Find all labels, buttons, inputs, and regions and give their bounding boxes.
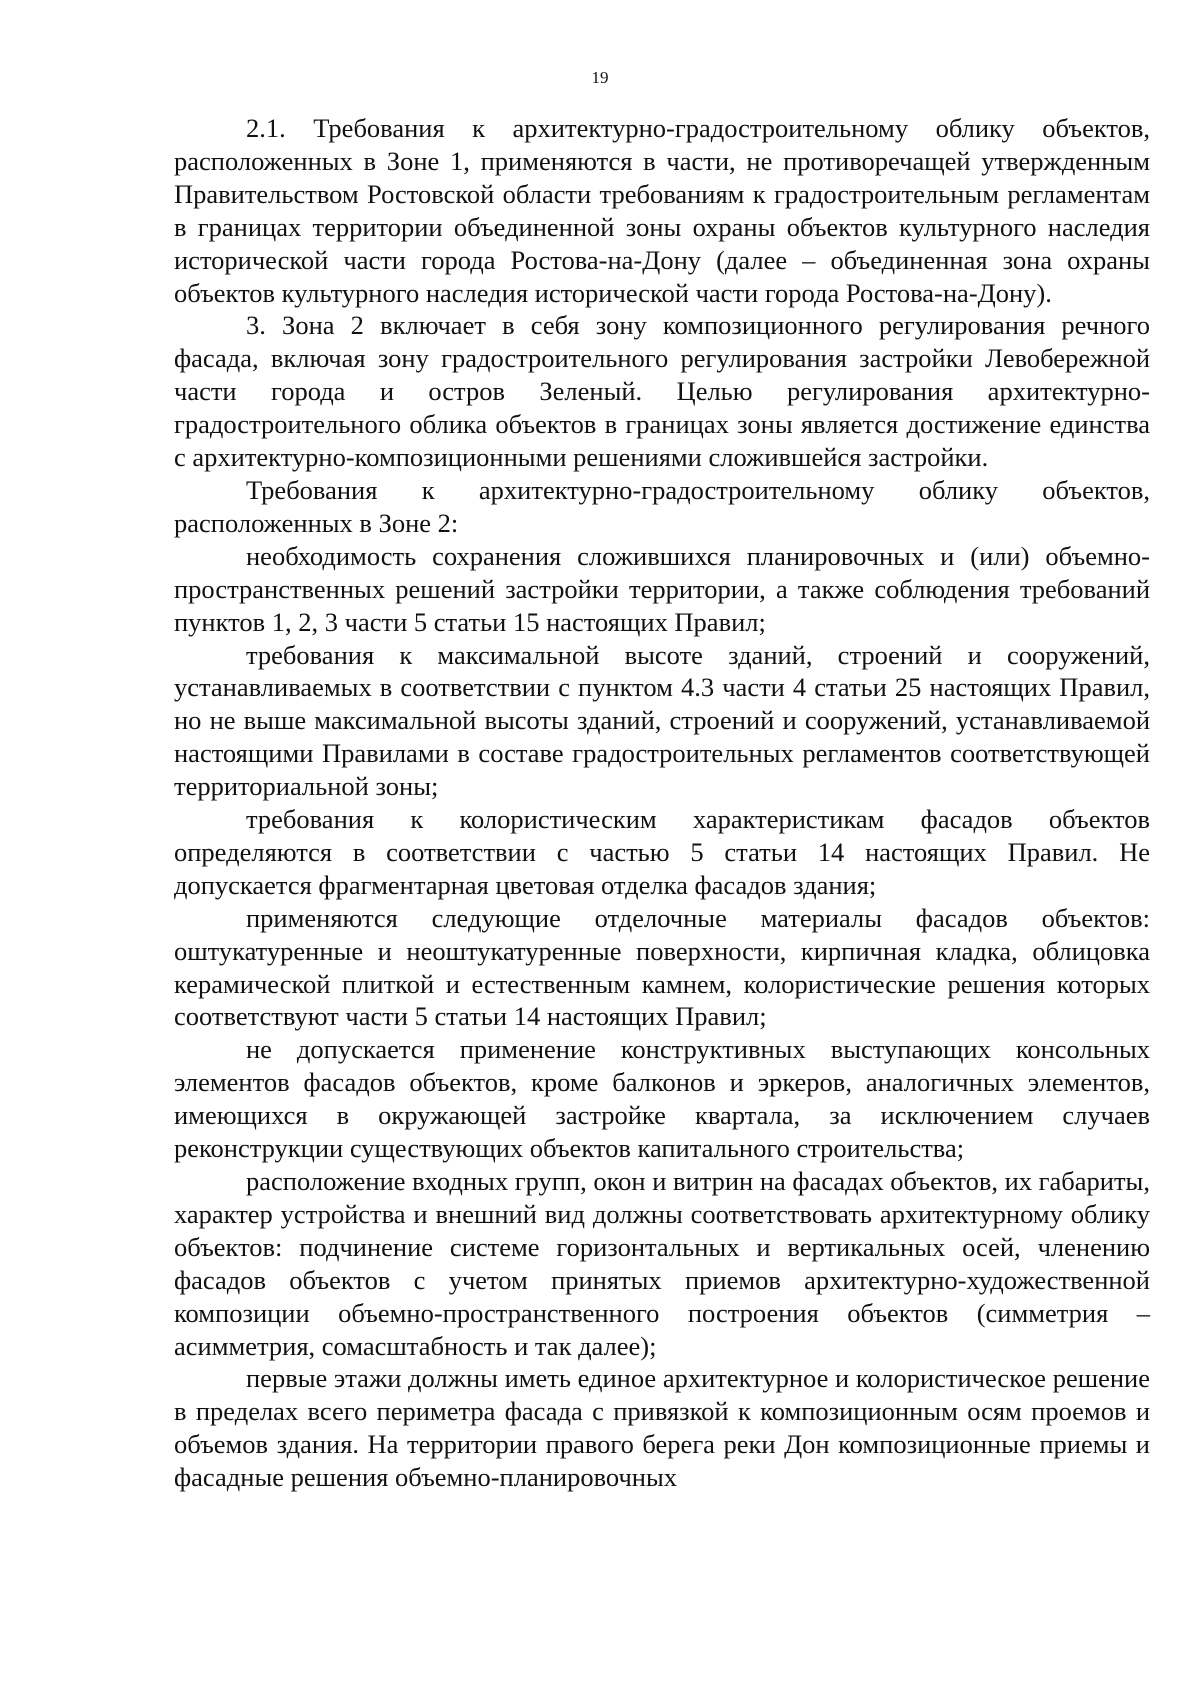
paragraph-max-height: требования к максимальной высоте зданий, строений и сооружений, устанавливаемых в соответствии с пунктом 4.3 части 4 статьи 25 настоящих Правил, но не выше максимальной высоты зданий, строений и сооружений, устанавливаемой настоящими Правилами в составе градостроительных регламентов соответствующей территориальной зоны; — [174, 639, 1150, 802]
paragraph-planning-preservation: необходимость сохранения сложившихся планировочных и (или) объемно-пространственных решений застройки территории, а также соблюдения требований пунктов 1, 2, 3 части 5 статьи 15 настоящих Правил; — [174, 540, 1150, 637]
paragraph-3-zone-2: 3. Зона 2 включает в себя зону композиционного регулирования речного фасада, включая зону градостроительного регулирования застройки Левобережной части города и остров Зеленый. Целью регулирования архитектурно-градостроительного облика объектов в границах зоны является достижение единства с архитектурно-композиционными решениями сложившейся застройки. — [174, 310, 1150, 473]
paragraph-console-elements: не допускается применение конструктивных выступающих консольных элементов фасадов объектов, кроме балконов и эркеров, аналогичных элементов, имеющихся в окружающей застройке квартала, за исключением случаев реконструкции существующих объектов капитального строительства; — [174, 1034, 1150, 1164]
page-number: 19 — [591, 68, 609, 87]
document-body — [174, 112, 1150, 1494]
paragraph-finishing-materials: применяются следующие отделочные материалы фасадов объектов: оштукатуренные и неоштукатуренные поверхности, кирпичная кладка, облицовка керамической плиткой и естественным камнем, колористические решения которых соответствуют части 5 статьи 14 настоящих Правил; — [174, 902, 1150, 1032]
paragraph-entrance-windows: расположение входных групп, окон и витрин на фасадах объектов, их габариты, характер устройства и внешний вид должны соответствовать архитектурному облику объектов: подчинение системе горизонтальных и вертикальных осей, членению фасадов объектов с учетом принятых приемов архитектурно-художественной композиции объемно-пространственного построения объектов (симметрия – асимметрия, сомасштабность и так далее); — [174, 1166, 1150, 1361]
paragraph-first-floors: первые этажи должны иметь единое архитектурное и колористическое решение в пределах всего периметра фасада с привязкой к композиционным осям проемов и объемов здания. На территории правого берега реки Дон композиционные приемы и фасадные решения объемно-планировочных — [174, 1363, 1150, 1493]
paragraph-2-1: 2.1. Требования к архитектурно-градостроительному облику объектов, расположенных в Зоне 1, применяются в части, не противоречащей утвержденным Правительством Ростовской области требованиям к градостроительным регламентам в границах территории объединенной зоны охраны объектов культурного наследия исторической части города Ростова-на-Дону (далее – объединенная зона охраны объектов культурного наследия исторической части города Ростова-на-Дону). — [174, 113, 1150, 308]
paragraph-zone-2-requirements-intro: Требования к архитектурно-градостроительному облику объектов, расположенных в Зоне 2: — [174, 474, 1150, 538]
paragraph-color-requirements: требования к колористическим характеристикам фасадов объектов определяются в соответствии с частью 5 статьи 14 настоящих Правил. Не допускается фрагментарная цветовая отделка фасадов здания; — [174, 804, 1150, 900]
